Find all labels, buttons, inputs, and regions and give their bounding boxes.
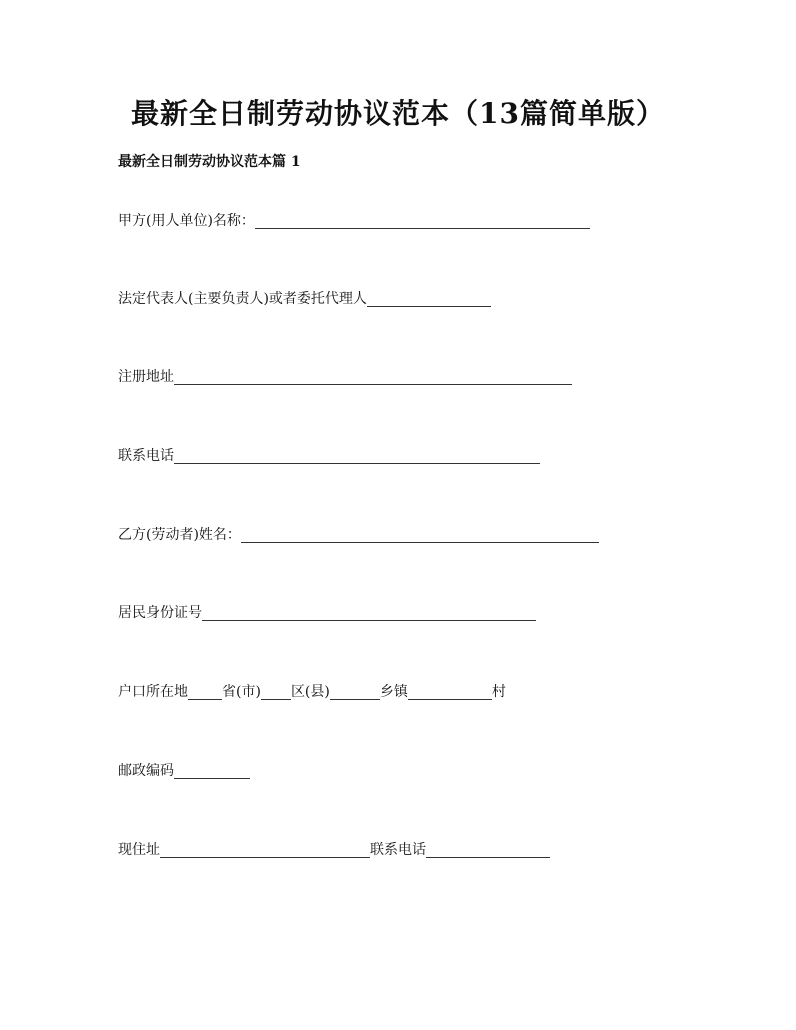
employee-name-blank[interactable] (241, 528, 599, 543)
employee-name-label: 乙方(劳动者)姓名： (118, 527, 241, 543)
document-title: 最新全日制劳动协议范本（13篇简单版） (131, 97, 665, 130)
id-number-label: 居民身份证号 (118, 605, 202, 621)
hukou-township-blank[interactable] (330, 685, 380, 700)
legal-rep-blank[interactable] (367, 292, 491, 307)
employee-name-row (118, 526, 599, 544)
current-address-blank[interactable] (160, 843, 370, 858)
section-heading: 最新全日制劳动协议范本篇 1 (118, 154, 301, 170)
postal-code-blank[interactable] (174, 764, 250, 779)
hukou-village-label: 村 (491, 684, 506, 700)
hukou-district-label: 区(县) (290, 684, 330, 700)
id-number-blank[interactable] (202, 606, 536, 621)
postal-code-label: 邮政编码 (118, 763, 174, 779)
id-number-row (118, 604, 536, 622)
employer-phone-blank[interactable] (174, 449, 540, 464)
legal-rep-row (118, 290, 491, 308)
employer-phone-label: 联系电话 (118, 448, 174, 464)
current-phone-label: 联系电话 (370, 842, 426, 858)
hukou-province-label: 省(市) (222, 684, 261, 700)
registered-address-blank[interactable] (174, 370, 572, 385)
current-address-row (118, 841, 550, 859)
employer-name-row (118, 212, 590, 230)
current-phone-blank[interactable] (426, 843, 550, 858)
hukou-district-blank[interactable] (261, 685, 291, 700)
hukou-row (118, 683, 506, 701)
registered-address-label: 注册地址 (118, 369, 174, 385)
hukou-province-blank[interactable] (188, 685, 222, 700)
employer-name-label: 甲方(用人单位)名称： (118, 213, 255, 229)
hukou-township-label: 乡镇 (379, 684, 408, 700)
hukou-village-blank[interactable] (408, 685, 492, 700)
registered-address-row (118, 368, 572, 386)
current-address-label: 现住址 (118, 842, 160, 858)
postal-code-row (118, 762, 250, 780)
hukou-label: 户口所在地 (118, 684, 188, 700)
legal-rep-label: 法定代表人(主要负责人)或者委托代理人 (118, 291, 367, 307)
employer-phone-row (118, 447, 540, 465)
employer-name-blank[interactable] (255, 214, 590, 229)
